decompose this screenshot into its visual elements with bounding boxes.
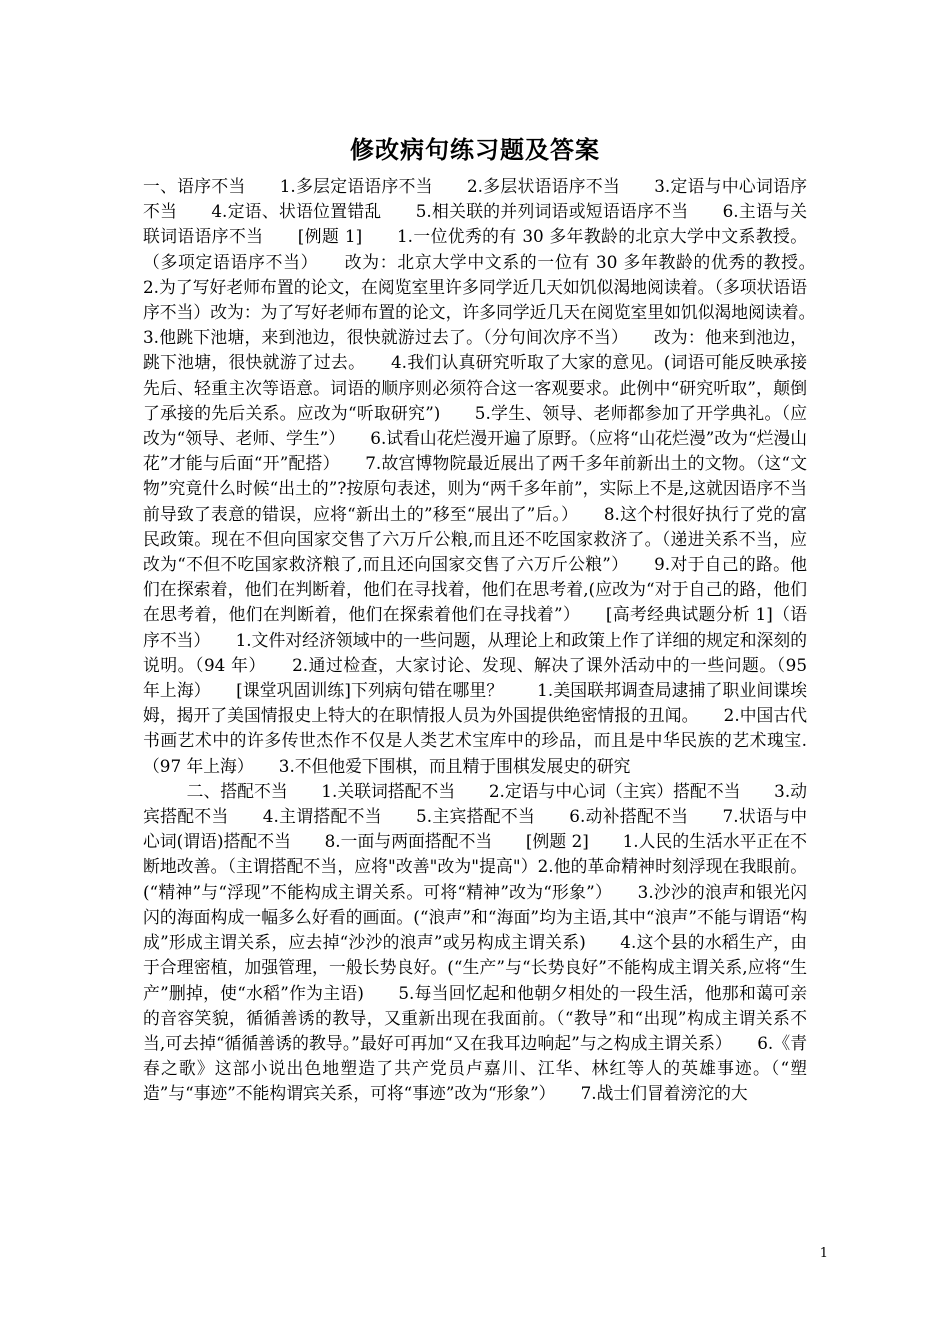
document-title: 修改病句练习题及答案 [350,135,600,164]
section-two-paragraph: 二、搭配不当 1.关联词搭配不当 2.定语与中心词（主宾）搭配不当 3.动宾搭配不当 4.主谓搭配不当 5.主宾搭配不当 6.动补搭配不当 7.状语与中心词(谓语)搭配不当 8.一面与两面搭配不当 [例题 2] 1.人民的生活水平正在不断地改善。（主谓搭配不当，应将"改善"改为"提高"）2.他的革命精神时刻浮现在我眼前。(“精神”与“浮现”不能构成主谓关系。可将“精神”改为“形象”） 3.沙沙的浪声和银光闪闪的海面构成一幅多么好看的画面。(“浪声”和“海面”均为主语,其中“浪声”不能与谓语“构成”形成主谓关系，应去掉“沙沙的浪声”或另构成主谓关系) 4.这个县的水稻生产，由于合理密植，加强管理，一般长势良好。(“生产”与“长势良好”不能构成主谓关系,应将“生产”删掉，使“水稻”作为主语) 5.每当回忆起和他朝夕相处的一段生活，他那和蔼可亲的音容笑貌，循循善诱的教导，又重新出现在我面前。（“教导”和“出现”构成主谓关系不当,可去掉“循循善诱的教导。”最好可再加“又在我耳边响起”与之构成主谓关系） 6.《青春之歌》这部小说出色地塑造了共产党员卢嘉川、江华、林红等人的英雄事迹。（“塑造”与“事迹”不能构谓宾关系，可将“事迹”改为“形象”） 7.战士们冒着滂沱的大 [143,780,807,1104]
section-one-paragraph: 一、语序不当 1.多层定语语序不当 2.多层状语语序不当 3.定语与中心词语序不当 4.定语、状语位置错乱 5.相关联的并列词语或短语语序不当 6.主语与关联词语语序不当 [例题 1] 1.一位优秀的有 30 多年教龄的北京大学中文系教授。（多项定语语序不当） 改为：北京大学中文系的一位有 30 多年教龄的优秀的教授。 2.为了写好老师布置的论文，在阅览室里许多同学近几天如饥似渴地阅读着。（多项状语语序不当）改为：为了写好老师布置的论文，许多同学近几天在阅览室里如饥似渴地阅读着。 3.他跳下池塘，来到池边，很快就游过去了。（分句间次序不当） 改为：他来到池边，跳下池塘，很快就游了过去。 4.我们认真研究听取了大家的意见。(词语可能反映承接先后、轻重主次等语意。词语的顺序则必须符合这一客观要求。此例中“研究听取”，颠倒了承接的先后关系。应改为“听取研究”) 5.学生、领导、老师都参加了开学典礼。（应改为“领导、老师、学生”） 6.试看山花烂漫开遍了原野。（应将“山花烂漫”改为“烂漫山花”才能与后面“开”配搭） 7.故宫博物院最近展出了两千多年前新出土的文物。（这“文物”究竟什么时候“出土的”?按原句表述，则为“两千多年前”，实际上不是,这就因语序不当前导致了表意的错误，应将“新出土的”移至“展出了”后。） 8.这个村很好执行了党的富民政策。现在不但向国家交售了六万斤公粮,而且还不吃国家救济了。（递进关系不当，应改为“不但不吃国家救济粮了,而且还向国家交售了六万斤公粮”） 9.对于自己的路。他们在探索着，他们在判断着，他们在寻找着，他们在思考着,(应改为“对于自己的路，他们在思考着，他们在判断着，他们在探索着他们在寻找着”） [高考经典试题分析 1]（语序不当） 1.文件对经济领域中的一些问题，从理论上和政策上作了详细的规定和深刻的说明。（94 年） 2.通过检查，大家讨论、发现、解决了课外活动中的一些问题。（95 年上海） [课堂巩固训练]下列病句错在哪里？ 1.美国联邦调查局逮捕了职业间谍埃姆，揭开了美国情报史上特大的在职情报人员为外国提供绝密情报的丑闻。 2.中国古代书画艺术中的许多传世杰作不仅是人类艺术宝库中的珍品，而且是中华民族的艺术瑰宝.（97 年上海） 3.不但他爱下围棋，而且精于围棋发展史的研究 [143,176,841,776]
document-body [143,174,841,1107]
page-number: 1 [819,1246,828,1261]
